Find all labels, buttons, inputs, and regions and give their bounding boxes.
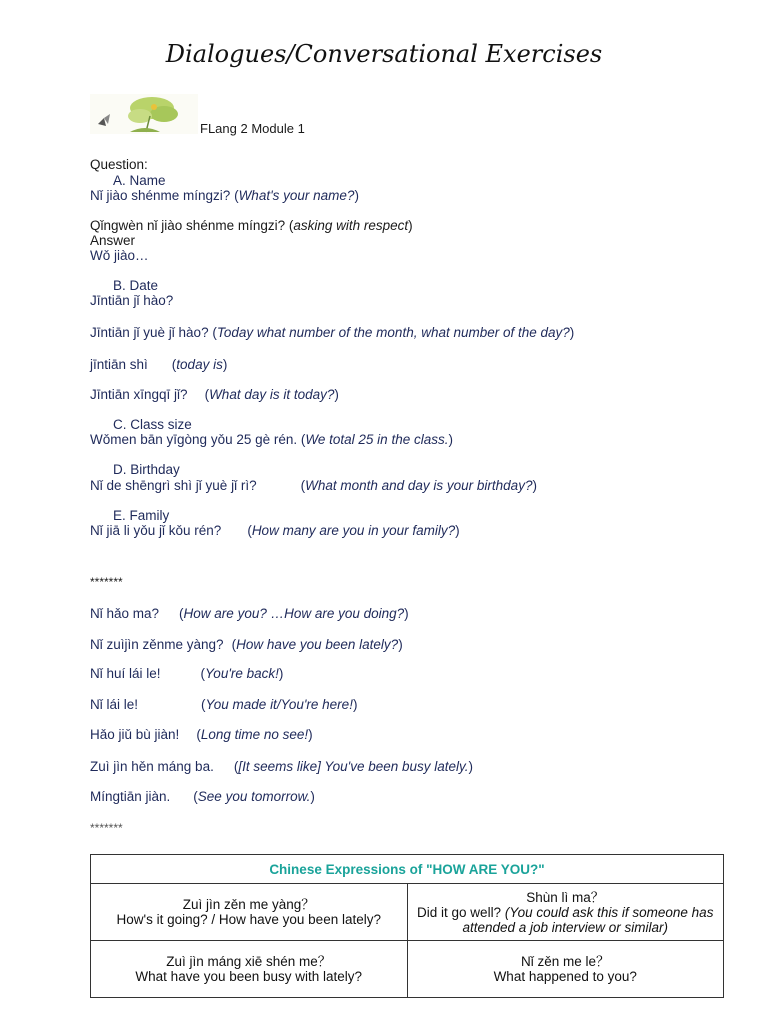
section-e-line-1: Nǐ jiā li yǒu jǐ kǒu rén? (How many are you in your family?) bbox=[90, 523, 460, 538]
question-label: Question: bbox=[90, 157, 148, 172]
section-b-heading: B. Date bbox=[113, 278, 159, 293]
separator: ******* bbox=[90, 821, 123, 835]
section-a-line-1: Nǐ jiào shénme míngzi? (What's your name?) bbox=[90, 188, 359, 203]
table-row bbox=[91, 884, 724, 941]
answer-label: Answer bbox=[90, 233, 136, 248]
separator: ******* bbox=[90, 575, 123, 589]
phrase-line: Nǐ lái le! (You made it/You're here!) bbox=[90, 697, 358, 712]
table-cell: Zuì jìn máng xiē shén me？ What have you been busy with lately? bbox=[91, 941, 408, 998]
phrase-line: Míngtiān jiàn. (See you tomorrow.) bbox=[90, 789, 315, 804]
expressions-table bbox=[90, 854, 724, 998]
section-c-line-1: Wǒmen bān yīgòng yǒu 25 gè rén. (We total 25 in the class.) bbox=[90, 432, 453, 447]
section-a-line-2: Qǐngwèn nǐ jiào shénme míngzi? (asking with respect) bbox=[90, 218, 413, 233]
section-c-heading: C. Class size bbox=[113, 417, 192, 432]
flower-illustration bbox=[90, 94, 198, 134]
section-b-line-2: Jīntiān jǐ yuè jǐ hào? (Today what number of the month, what number of the day?) bbox=[90, 325, 575, 340]
table-cell: Nǐ zěn me le？ What happened to you? bbox=[407, 941, 724, 998]
phrase-line: Nǐ huí lái le! (You're back!) bbox=[90, 666, 284, 681]
section-d-line-1: Nǐ de shēngrì shì jǐ yuè jǐ rì? (What month and day is your birthday?) bbox=[90, 478, 537, 493]
section-b-line-3: jīntiān shì (today is) bbox=[90, 357, 228, 372]
section-b-line-4: Jīntiān xīngqī jǐ? (What day is it today?) bbox=[90, 387, 339, 402]
section-b-line-1: Jīntiān jǐ hào? bbox=[90, 293, 174, 308]
section-e-heading: E. Family bbox=[113, 508, 170, 523]
table-row bbox=[91, 941, 724, 998]
phrase-line: Zuì jìn hěn máng ba. ([It seems like] You've been busy lately.) bbox=[90, 759, 474, 774]
table-cell: Zuì jìn zěn me yàng？ How's it going? / How have you been lately? bbox=[91, 884, 408, 941]
table-cell: Shùn lì ma？ Did it go well? (You could ask this if someone has attended a job interview or similar) bbox=[407, 884, 724, 941]
phrase-line: Hǎo jiǔ bù jiàn! (Long time no see!) bbox=[90, 727, 313, 742]
phrase-line: Nǐ zuìjìn zěnme yàng? (How have you been lately?) bbox=[90, 637, 403, 652]
page-title: Dialogues/Conversational Exercises bbox=[165, 40, 603, 68]
section-a-answer: Wǒ jiào… bbox=[90, 248, 149, 263]
table-header: Chinese Expressions of "HOW ARE YOU?" bbox=[91, 855, 724, 884]
module-label: FLang 2 Module 1 bbox=[200, 121, 305, 136]
section-d-heading: D. Birthday bbox=[113, 462, 180, 477]
phrase-line: Nǐ hǎo ma? (How are you? …How are you doing?) bbox=[90, 606, 409, 621]
section-a-heading: A. Name bbox=[113, 173, 166, 188]
